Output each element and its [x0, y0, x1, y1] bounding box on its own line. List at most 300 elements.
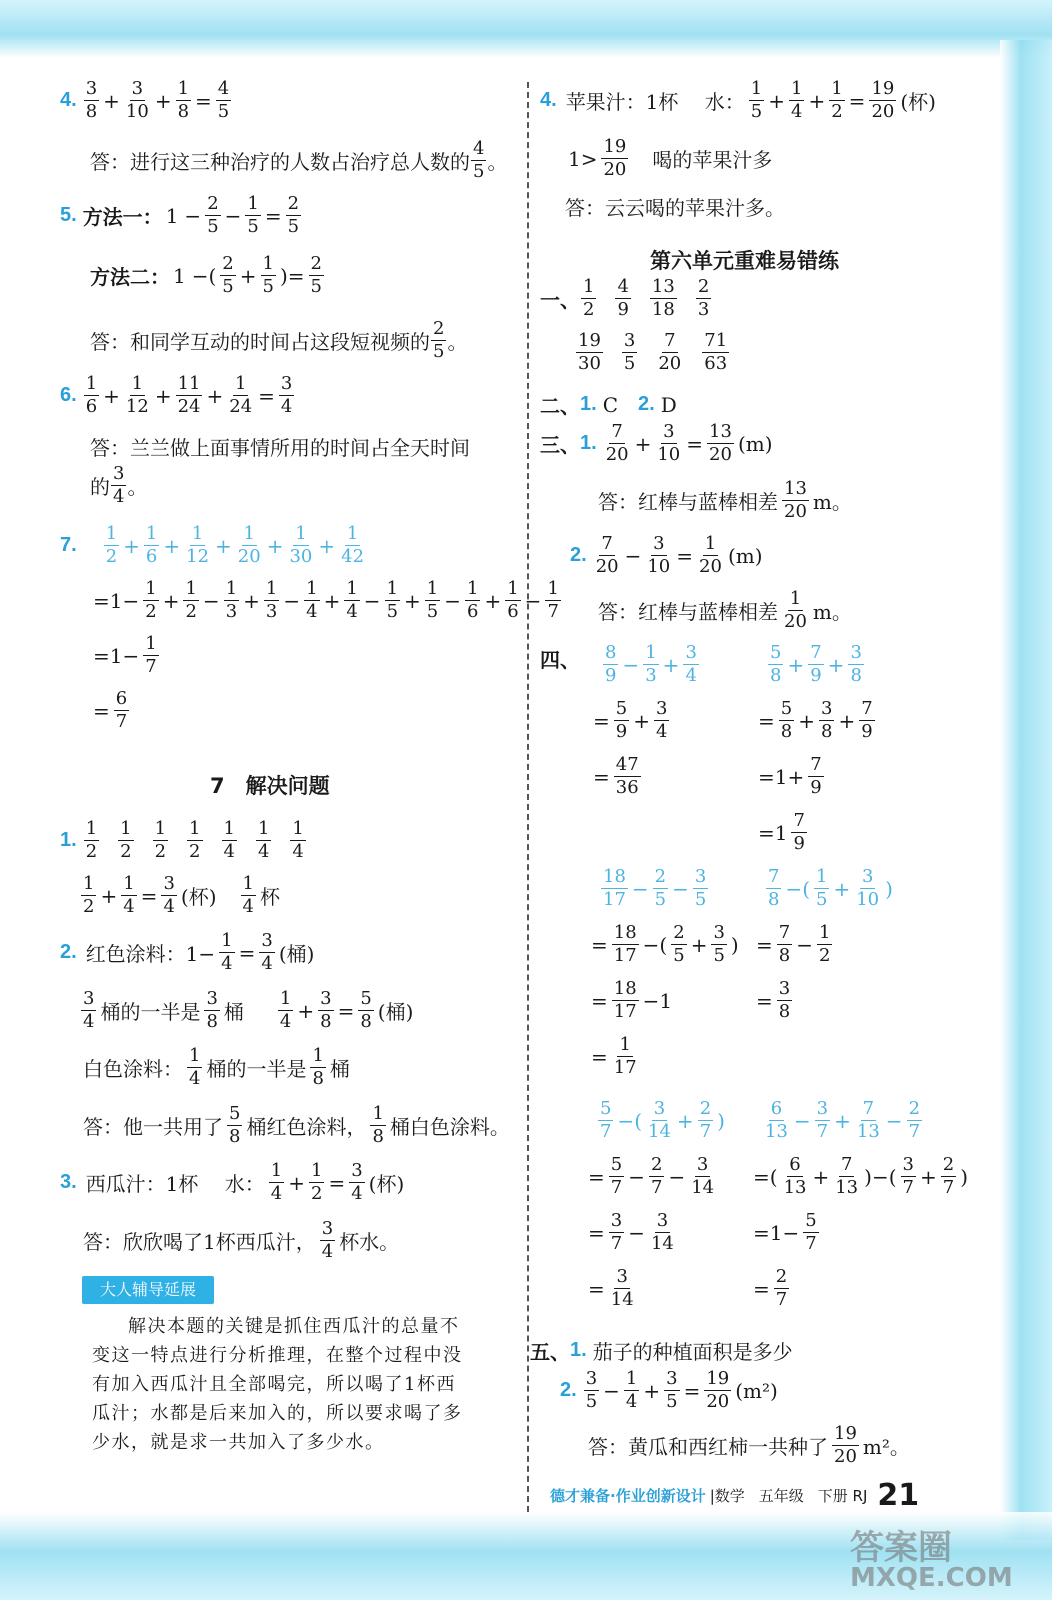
expression-text: − [796, 932, 813, 957]
numerator: 7 [768, 866, 780, 887]
fraction [309, 1162, 324, 1203]
numerator: 2 [699, 1098, 712, 1119]
denominator: 5 [750, 101, 763, 122]
expression-text: + [163, 533, 181, 558]
denominator: 10 [647, 556, 671, 577]
s3-a2 [595, 590, 855, 631]
numerator: 5 [229, 1103, 241, 1124]
page-frame-right [1000, 40, 1052, 1540]
numerator: 2 [654, 866, 667, 887]
fraction [118, 820, 133, 861]
numerator: 1 [645, 642, 657, 663]
expression-text: = [591, 988, 608, 1013]
calc-step [750, 1156, 971, 1197]
numerator: 3 [261, 930, 273, 951]
fraction [601, 868, 628, 909]
denominator: 9 [615, 721, 628, 742]
fraction [664, 1370, 679, 1411]
expression-text: (杯) [368, 1172, 405, 1196]
calc-step [585, 1212, 677, 1253]
math-expression [80, 875, 220, 916]
expression-text: m。 [812, 600, 852, 624]
denominator: 20 [237, 546, 261, 567]
fraction [241, 875, 256, 916]
denominator: 2 [818, 945, 831, 966]
fraction [671, 924, 686, 965]
numerator: 2 [207, 193, 219, 214]
expression-text: 1 [173, 263, 186, 288]
numerator: 1 [177, 78, 190, 99]
watermark-text: 答案圈 [850, 1528, 952, 1568]
fraction [430, 320, 447, 361]
numerator: 13 [651, 276, 675, 297]
fraction [279, 375, 294, 416]
calc-step [585, 1268, 637, 1309]
expression-text: + [484, 588, 502, 613]
fraction [81, 875, 96, 916]
expression-text: = [756, 932, 773, 957]
denominator: 4 [351, 1183, 363, 1204]
denominator: 7 [600, 1121, 612, 1142]
numerator: 19 [706, 1368, 730, 1389]
denominator: 2 [85, 841, 98, 862]
denominator: 5 [287, 216, 300, 237]
denominator: 3 [225, 601, 238, 622]
numerator: 18 [603, 866, 626, 887]
numerator: 3 [902, 1154, 914, 1175]
q5 [60, 195, 302, 236]
denominator: 2 [583, 299, 595, 320]
denominator: 8 [778, 945, 791, 966]
math-expression [563, 80, 939, 121]
denominator: 2 [145, 601, 157, 622]
denominator: 13 [856, 1121, 880, 1142]
numerator: 2 [433, 318, 445, 339]
p3-answer [80, 1220, 402, 1261]
math-expression [595, 480, 855, 521]
denominator: 12 [125, 396, 149, 417]
fraction [604, 423, 631, 464]
numerator: 1 [818, 922, 831, 943]
expression-text: 答：黄瓜和西红柿一共种了 [588, 1435, 828, 1459]
fraction [829, 80, 844, 121]
fraction [782, 590, 809, 631]
fraction [227, 1105, 242, 1146]
p1-row1 [60, 820, 324, 861]
expression-text: (杯) [900, 90, 936, 114]
expression-text: =1+ [758, 764, 805, 789]
section-title: 第六单元重难易错练 [650, 249, 839, 273]
numerator: 13 [709, 421, 732, 442]
denominator: 4 [685, 665, 697, 686]
numerator: 19 [578, 330, 601, 351]
numerator: 5 [600, 1098, 612, 1119]
denominator: 7 [908, 1121, 921, 1142]
math-expression [585, 1425, 913, 1466]
page-frame-top [0, 0, 1052, 58]
expression-text: + [123, 533, 140, 558]
calc-question [600, 868, 709, 909]
expression-text: = [195, 88, 212, 113]
numerator: 1 [123, 873, 135, 894]
numerator: 3 [85, 78, 98, 99]
denominator: 2 [120, 841, 132, 862]
numerator: 5 [610, 1154, 623, 1175]
numerator: 7 [793, 810, 805, 831]
s5-q1 [530, 1336, 793, 1365]
denominator: 30 [578, 353, 601, 374]
answer-choice: D [660, 392, 677, 417]
answer-text: 答：兰兰做上面事情所用的时间占全天时间 [90, 436, 470, 460]
expression-text: 1> [568, 146, 598, 171]
fraction [176, 375, 203, 416]
numerator: 71 [704, 330, 728, 351]
fraction [143, 635, 158, 676]
denominator: 5 [673, 945, 685, 966]
denominator: 5 [222, 276, 234, 297]
calc-step [750, 1268, 790, 1309]
expression-text: − [628, 1164, 645, 1189]
section-label: 四、 [540, 648, 580, 672]
fraction [339, 525, 366, 566]
fraction [385, 580, 400, 621]
fraction [204, 990, 219, 1031]
denominator: 5 [585, 1391, 598, 1412]
denominator: 9 [617, 299, 629, 320]
denominator: 5 [217, 101, 230, 122]
footer-brand: 德才兼备·作业创新设计 [550, 1486, 706, 1505]
denominator: 10 [125, 101, 149, 122]
q6-answer-line2 [90, 465, 147, 506]
denominator: 24 [177, 396, 201, 417]
s5-a2 [585, 1425, 913, 1466]
fraction [222, 820, 237, 861]
fraction [245, 195, 260, 236]
expression-text: + [100, 883, 118, 908]
numerator: 1 [306, 578, 318, 599]
expression-text: + [634, 431, 652, 456]
expression-text: (桶) [278, 942, 315, 966]
expression-text: = [93, 698, 110, 723]
math-expression [163, 195, 302, 236]
numerator: 1 [279, 988, 292, 1009]
numerator: 1 [145, 578, 157, 599]
fraction [833, 1156, 860, 1197]
expression-text: = [264, 203, 282, 228]
fraction [646, 1100, 673, 1141]
fraction [702, 332, 729, 373]
denominator: 8 [820, 721, 833, 742]
expression-text: = [588, 1276, 605, 1301]
denominator: 17 [613, 945, 637, 966]
numerator: 18 [613, 978, 637, 999]
fraction [803, 1212, 818, 1253]
fraction-list [83, 820, 324, 861]
calc-step [588, 924, 742, 965]
denominator: 20 [709, 444, 732, 465]
denominator: 6 [85, 396, 98, 417]
fraction [609, 1212, 624, 1253]
denominator: 5 [426, 601, 439, 622]
expression-text: 答：红棒与蓝棒相差 [598, 600, 778, 624]
fraction [791, 812, 806, 853]
expression-text: − [184, 203, 202, 228]
denominator: 5 [247, 216, 259, 237]
denominator: 7 [145, 656, 157, 677]
numerator: 3 [713, 922, 725, 943]
expression-text: 答：欣欣喝了1杯西瓜汁， [83, 1230, 316, 1254]
fraction [205, 195, 220, 236]
fraction [269, 1162, 284, 1203]
denominator: 7 [650, 1177, 663, 1198]
numerator: 1 [831, 78, 843, 99]
fraction [649, 1156, 664, 1197]
fraction [782, 480, 809, 521]
numerator: 1 [625, 1368, 638, 1389]
denominator: 2 [311, 1183, 323, 1204]
denominator: 8 [770, 665, 782, 686]
expression-text: + [266, 533, 284, 558]
expression-text: = [258, 383, 275, 408]
expression-text: ) [960, 1164, 968, 1189]
watermark-url: MXQE.COM [850, 1563, 1013, 1593]
fraction [622, 332, 637, 373]
numerator: 1 [189, 1045, 201, 1066]
denominator: 4 [163, 896, 175, 917]
numerator: 7 [778, 922, 791, 943]
calc-question [602, 644, 700, 685]
p2-line1 [60, 932, 317, 973]
math-expression [83, 80, 233, 121]
numerator: 3 [585, 1368, 598, 1389]
fraction [777, 980, 792, 1021]
denominator: 4 [292, 841, 304, 862]
s1-row1 [540, 278, 729, 319]
expression-text: + [808, 88, 826, 113]
fraction [219, 932, 234, 973]
denominator: 63 [704, 353, 728, 374]
section-label: 五、 [530, 1340, 570, 1364]
expression-text: + [662, 652, 680, 677]
denominator: 5 [433, 341, 445, 362]
denominator: 6 [507, 601, 519, 622]
question-number: 2. [560, 1379, 577, 1401]
fraction [278, 990, 293, 1031]
calc-step [753, 924, 833, 965]
method-label: 方法一： [82, 205, 163, 229]
numerator: 4 [217, 78, 230, 99]
p2-answer [80, 1105, 513, 1146]
fraction [584, 1370, 599, 1411]
expression-text: = [328, 1170, 346, 1195]
denominator: 4 [257, 841, 270, 862]
numerator: 3 [320, 988, 332, 1009]
fraction [696, 278, 711, 319]
answer-text: 答：进行这三种治疗的人数占治疗总人数的 [90, 150, 470, 174]
numerator: 3 [653, 533, 665, 554]
expression-text: − [224, 203, 242, 228]
denominator: 4 [113, 486, 125, 507]
numerator: 1 [257, 818, 270, 839]
denominator: 20 [706, 1391, 730, 1412]
section-title: 7 解决问题 [210, 774, 330, 798]
expression-text: = [848, 88, 866, 113]
expression-text: −( [617, 1108, 643, 1133]
numerator: 1 [191, 523, 204, 544]
denominator: 5 [473, 161, 485, 182]
numerator: 1 [467, 578, 479, 599]
expression-text: − [283, 588, 301, 613]
fraction [643, 644, 658, 685]
numerator: 3 [653, 1098, 666, 1119]
expression-text: + [768, 88, 785, 113]
fraction [854, 868, 881, 909]
fraction [261, 255, 276, 296]
fraction [431, 320, 446, 361]
calc-step [755, 756, 825, 797]
expression-text: 苹果汁：1杯 水： [565, 90, 745, 114]
denominator: 2 [105, 546, 118, 567]
fraction [782, 1156, 809, 1197]
denominator: 7 [805, 1233, 817, 1254]
math-expression [240, 875, 283, 916]
numerator: 1 [145, 633, 157, 654]
expression-text: + [288, 1170, 305, 1195]
fraction [859, 700, 874, 741]
q5-answer [90, 320, 467, 361]
fraction [941, 1156, 956, 1197]
numerator: 13 [784, 478, 807, 499]
denominator: 5 [713, 945, 725, 966]
math-expression [80, 990, 247, 1031]
numerator: 19 [603, 136, 627, 157]
fraction [143, 580, 158, 621]
expression-text: ) [730, 932, 739, 957]
fraction [768, 644, 783, 685]
numerator: 1 [221, 930, 233, 951]
math-expression [103, 525, 367, 566]
denominator: 20 [658, 353, 682, 374]
numerator: 6 [115, 688, 128, 709]
denominator: 30 [289, 546, 313, 567]
numerator: 1 [247, 193, 259, 214]
math-expression [80, 1105, 513, 1146]
expression-text: + [297, 998, 315, 1023]
numerator: 7 [862, 1098, 875, 1119]
expression-text: − [624, 543, 642, 568]
expression-text: ) [717, 1108, 725, 1133]
expression-text: + [154, 88, 172, 113]
fraction [84, 80, 99, 121]
expression-text: )−( [864, 1164, 897, 1189]
numerator: 1 [131, 373, 144, 394]
fraction [612, 980, 639, 1021]
fraction [349, 1162, 364, 1203]
footer-volume: 下册 RJ [817, 1486, 868, 1505]
numerator: 1 [295, 523, 307, 544]
expression-text: + [690, 932, 708, 957]
numerator: 5 [360, 988, 372, 1009]
denominator: 17 [613, 1057, 637, 1078]
numerator: 3 [113, 463, 125, 484]
denominator: 12 [186, 546, 210, 567]
fraction [615, 278, 630, 319]
section-label: 二、 [540, 394, 580, 418]
fraction [656, 332, 683, 373]
denominator: 10 [657, 444, 681, 465]
expression-text: − [668, 1164, 686, 1189]
denominator: 5 [816, 889, 828, 910]
denominator: 4 [261, 953, 273, 974]
denominator: 8 [320, 1011, 332, 1032]
fraction [814, 868, 829, 909]
denominator: 8 [312, 1068, 324, 1089]
expression-text: =1− [93, 643, 140, 668]
calc-question [762, 1100, 923, 1141]
numerator: 1 [789, 588, 802, 609]
denominator: 8 [778, 1001, 791, 1022]
watermark [850, 1520, 1013, 1593]
fraction [176, 80, 191, 121]
expression-text: 桶红色涂料， [246, 1115, 367, 1139]
expression-text: + [838, 708, 856, 733]
numerator: 47 [615, 754, 639, 775]
fraction [320, 1220, 335, 1261]
fraction [808, 644, 823, 685]
fraction [471, 140, 486, 181]
expression-text: = [238, 940, 256, 965]
numerator: 1 [83, 873, 95, 894]
fraction [110, 465, 127, 506]
numerator: 1 [85, 818, 98, 839]
fraction [698, 1100, 713, 1141]
denominator: 4 [321, 1241, 334, 1262]
denominator: 2 [185, 601, 197, 622]
fraction [594, 535, 621, 576]
fraction [774, 1268, 789, 1309]
expression-text: = [337, 998, 355, 1023]
p2-line2 [80, 990, 416, 1031]
expression-text: + [215, 533, 232, 558]
page-number: 21 [877, 1477, 920, 1513]
denominator: 2 [83, 896, 95, 917]
expression-text: = [140, 883, 158, 908]
fraction [84, 820, 99, 861]
denominator: 5 [310, 276, 322, 297]
expression-text: =1− [93, 588, 140, 613]
fraction [653, 868, 668, 909]
numerator: 7 [810, 754, 822, 775]
expression-text: + [318, 533, 336, 558]
numerator: 7 [810, 642, 822, 663]
denominator: 7 [942, 1177, 955, 1198]
numerator: 3 [820, 698, 833, 719]
denominator: 4 [83, 1011, 95, 1032]
fraction [187, 1047, 202, 1088]
q7-step3 [90, 690, 130, 731]
fraction [286, 195, 301, 236]
calc-step [750, 1212, 820, 1253]
expression-text: m²。 [862, 1435, 910, 1459]
expression-text: =( [753, 1164, 778, 1189]
expression-text: 桶 [223, 1000, 244, 1024]
fraction [581, 278, 596, 319]
denominator: 2 [154, 841, 167, 862]
denominator: 5 [623, 353, 636, 374]
expression-text: + [834, 1108, 851, 1133]
fraction [598, 1100, 613, 1141]
footer-grade: 五年级 [758, 1486, 804, 1505]
